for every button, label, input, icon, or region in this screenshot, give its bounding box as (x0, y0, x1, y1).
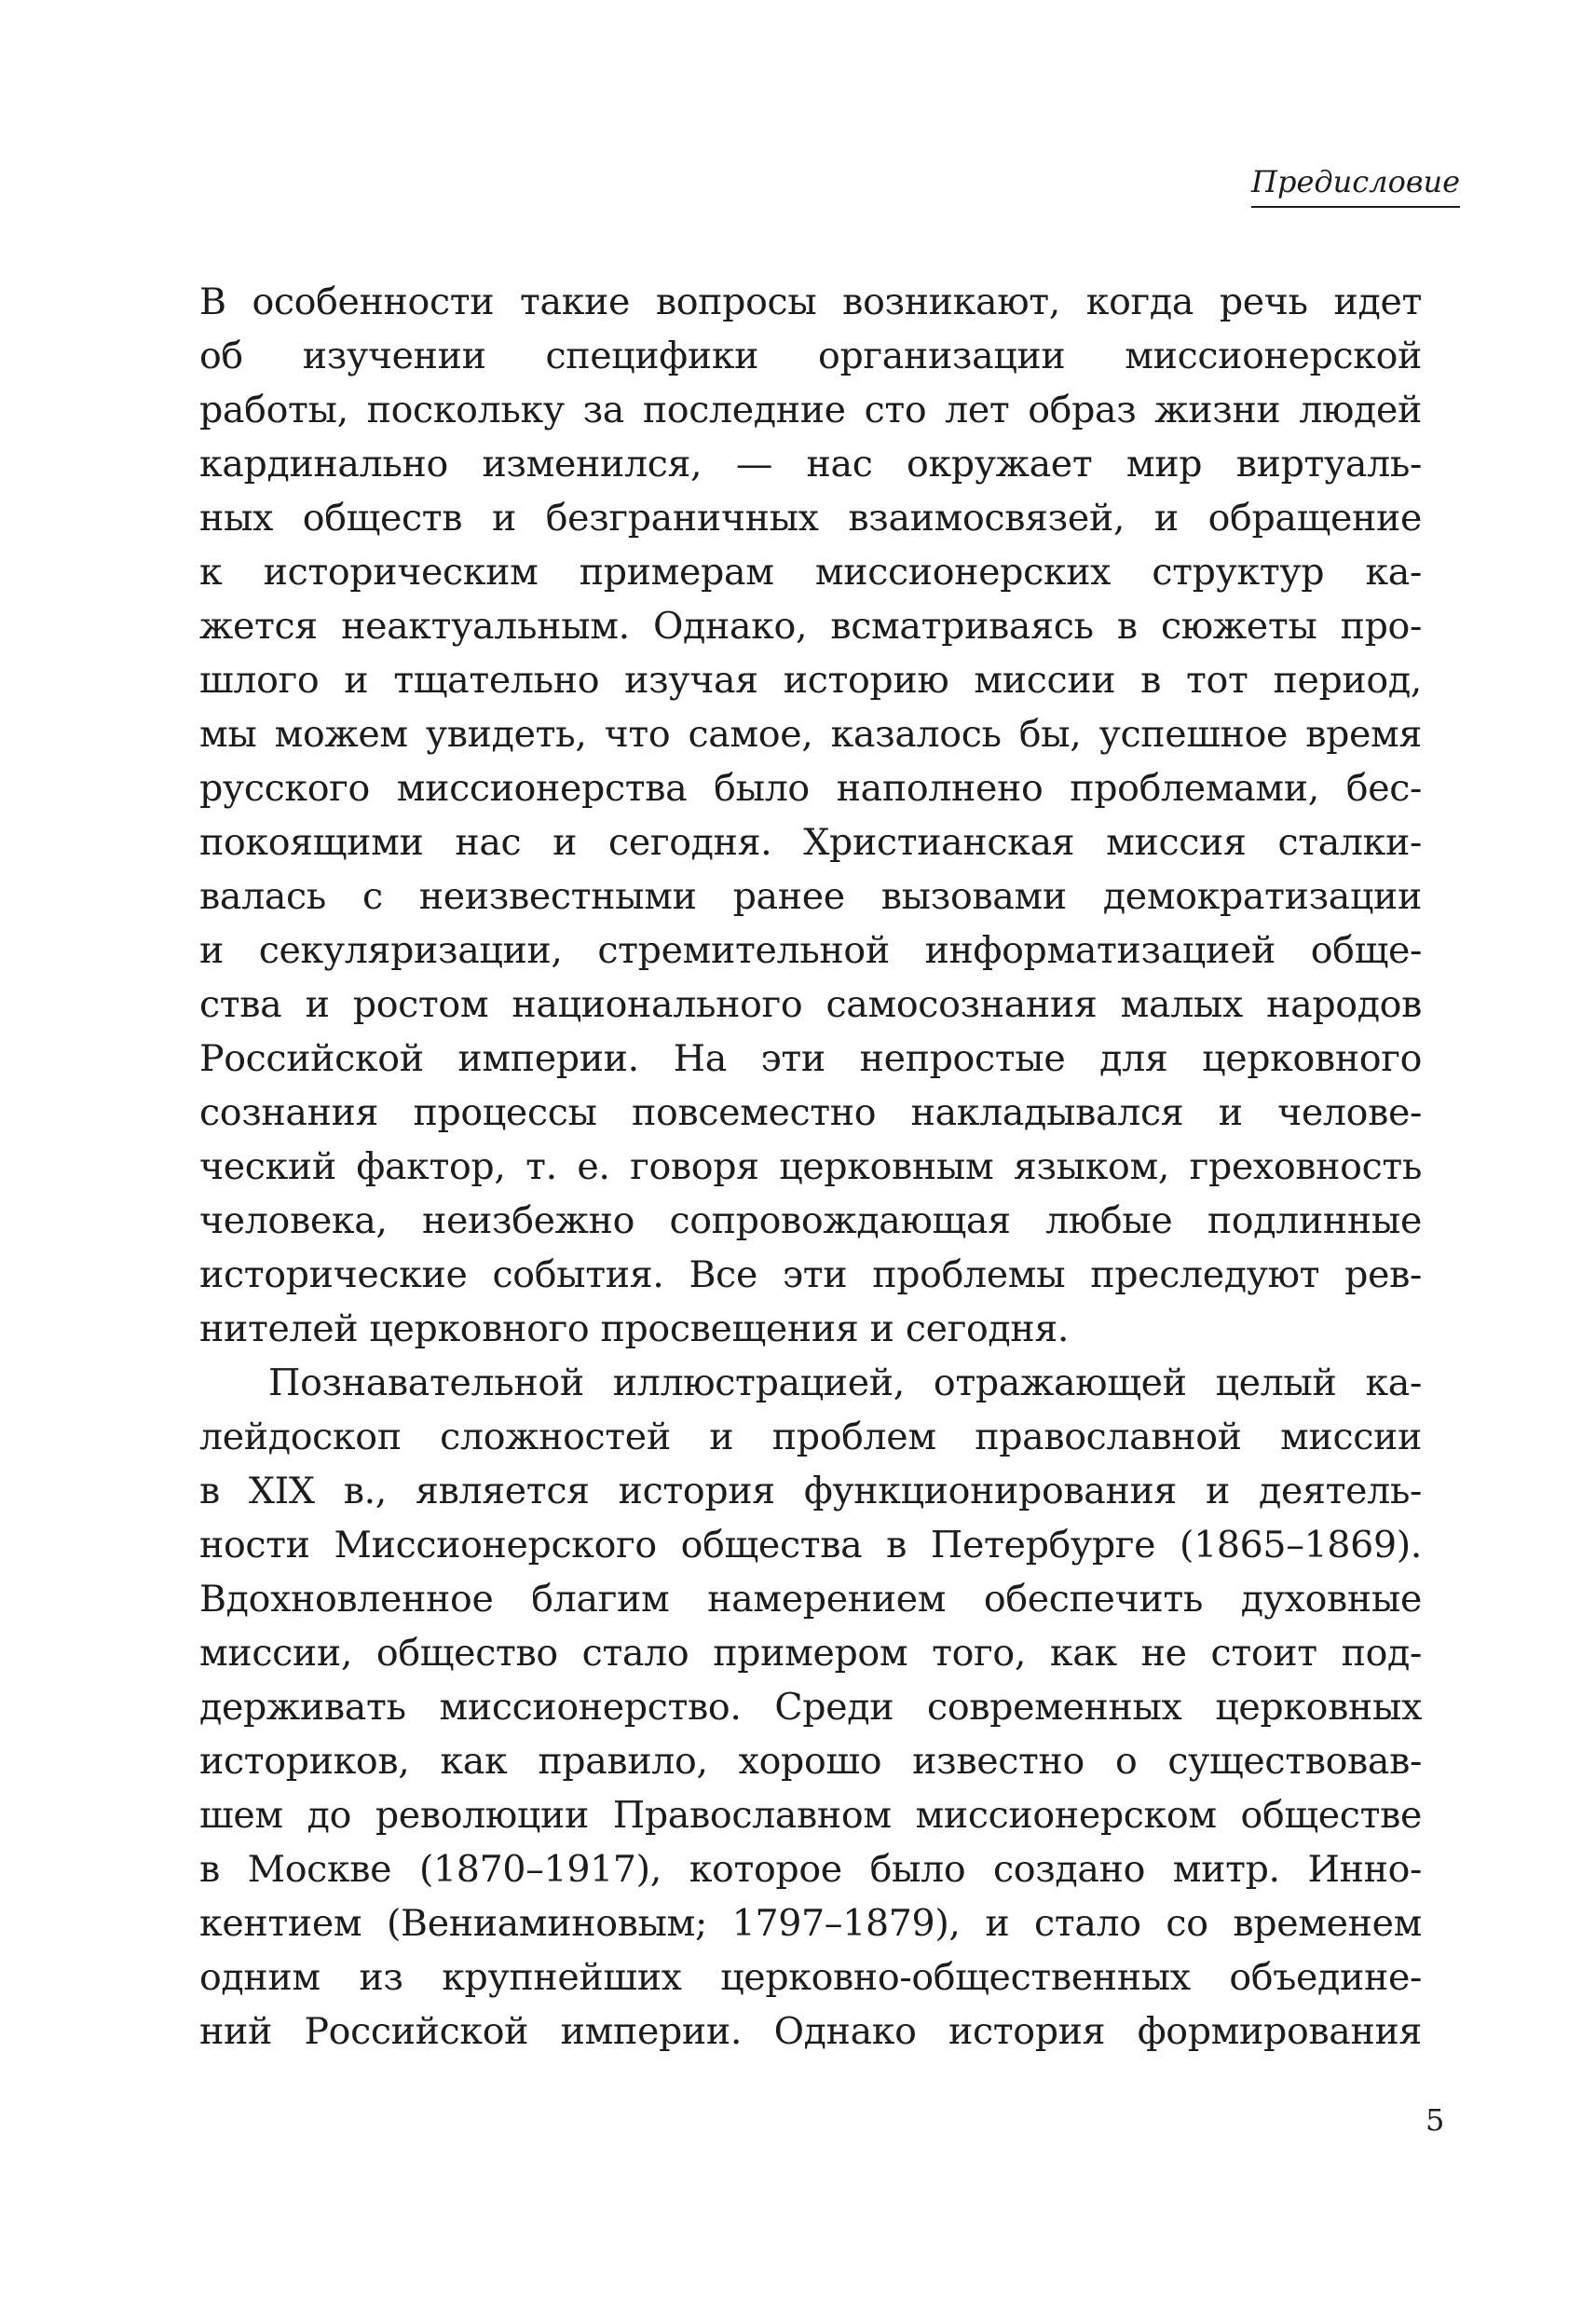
text-line: ности Миссионерского общества в Петербурге (1865–1869). (199, 1524, 1422, 1566)
text-line: ных обществ и безграничных взаимосвязей, и обращение (199, 497, 1422, 540)
text-line: исторические события. Все эти проблемы преследуют рев- (199, 1253, 1422, 1296)
text-line: об изучении специфики организации миссионерской (199, 335, 1422, 377)
text-line: Российской империи. На эти непростые для церковного (199, 1037, 1422, 1080)
text-line: жется неактуальным. Однако, всматриваясь в сюжеты про- (199, 605, 1422, 648)
text-line: покоящими нас и сегодня. Христианская миссия сталки- (199, 821, 1422, 864)
text-line: нителей церковного просвещения и сегодня. (199, 1307, 1070, 1350)
text-line: шем до революции Православном миссионерском обществе (199, 1794, 1422, 1837)
text-line: Познавательной иллюстрацией, отражающей целый ка- (268, 1361, 1422, 1404)
text-line: кентием (Вениаминовым; 1797–1879), и стало со временем (199, 1902, 1422, 1945)
running-head: Предисловие (1251, 163, 1460, 208)
text-line: ческий фактор, т. е. говоря церковным языком, греховность (199, 1145, 1422, 1188)
text-line: в Москве (1870–1917), которое было создано митр. Инно- (199, 1848, 1422, 1891)
text-line: ний Российской империи. Однако история формирования (199, 2010, 1422, 2053)
text-line: ства и ростом национального самосознания малых народов (199, 983, 1422, 1026)
text-line: мы можем увидеть, что самое, казалось бы, успешное время (199, 713, 1422, 756)
text-line: в XIX в., является история функционирования и деятель- (199, 1470, 1422, 1512)
text-line: к историческим примерам миссионерских структур ка- (199, 551, 1422, 594)
text-line: Вдохновленное благим намерением обеспечить духовные (199, 1578, 1422, 1621)
text-line: работы, поскольку за последние сто лет образ жизни людей (199, 389, 1422, 431)
text-line: валась с неизвестными ранее вызовами демократизации (199, 875, 1422, 918)
text-line: русского миссионерства было наполнено проблемами, бес- (199, 767, 1422, 810)
text-line: держивать миссионерство. Среди современных церковных (199, 1686, 1422, 1729)
text-line: историков, как правило, хорошо известно о существовав- (199, 1740, 1422, 1783)
body-text (199, 275, 1422, 2059)
text-line: кардинально изменился, — нас окружает мир виртуаль- (199, 443, 1422, 486)
text-line: сознания процессы повсеместно накладывался и челове- (199, 1091, 1422, 1134)
text-line: В особенности такие вопросы возникают, когда речь идет (199, 280, 1422, 323)
page-number: 5 (1425, 2102, 1445, 2138)
text-line: лейдоскоп сложностей и проблем православной миссии (199, 1416, 1422, 1458)
text-line: человека, неизбежно сопровождающая любые подлинные (199, 1199, 1422, 1242)
text-line: и секуляризации, стремительной информатизацией обще- (199, 929, 1422, 972)
text-line: одним из крупнейших церковно-общественных объедине- (199, 1956, 1422, 1999)
text-line: миссии, общество стало примером того, как не стоит под- (199, 1632, 1422, 1675)
text-line: шлого и тщательно изучая историю миссии в тот период, (199, 659, 1422, 702)
